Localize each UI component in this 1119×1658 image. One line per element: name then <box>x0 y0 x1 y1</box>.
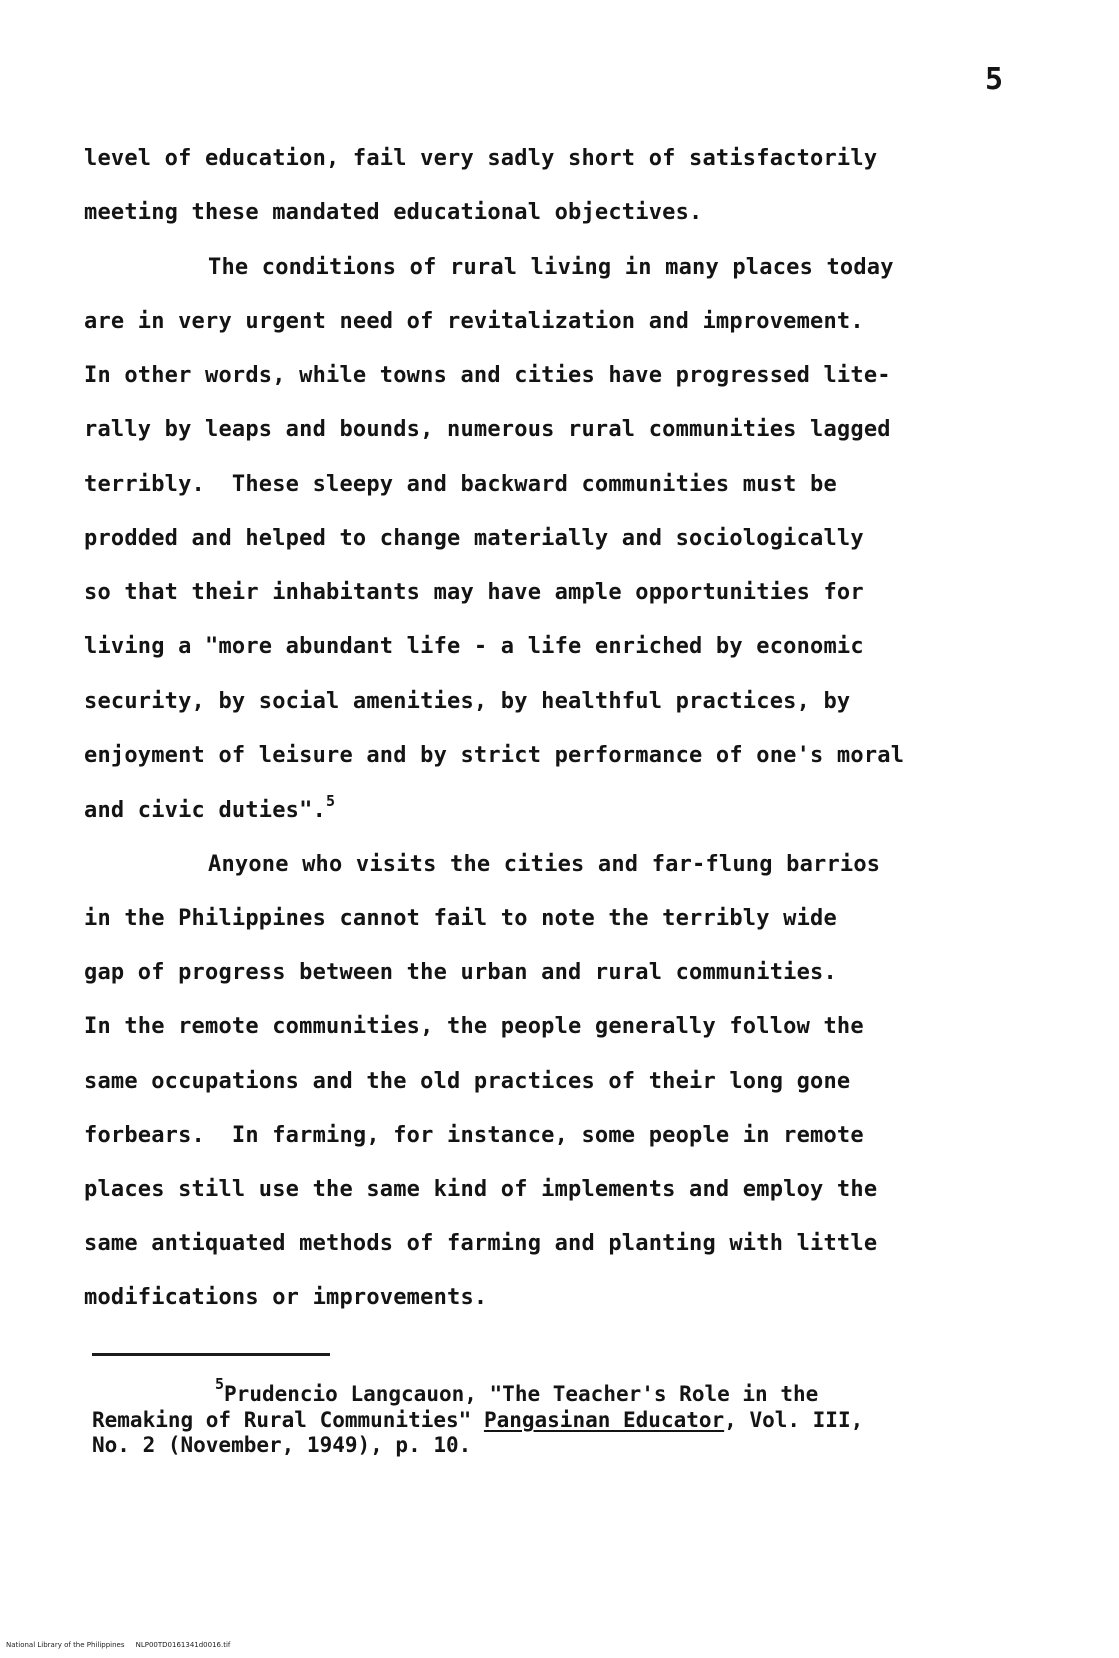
footnote-line-3: No. 2 (November, 1949), p. 10. <box>92 1433 472 1457</box>
body-line: rally by leaps and bounds, numerous rural communities lagged <box>84 417 891 442</box>
footnote-line-2: Remaking of Rural Communities" Pangasinan Educator, Vol. III, <box>92 1408 864 1432</box>
body-line: In the remote communities, the people generally follow the <box>84 1014 864 1039</box>
body-line: terribly. These sleepy and backward communities must be <box>84 472 837 497</box>
body-line: living a "more abundant life - a life enriched by economic <box>84 634 864 659</box>
body-line: In other words, while towns and cities have progressed lite- <box>84 363 891 388</box>
footnote-reference: 5 <box>326 792 336 810</box>
body-line: forbears. In farming, for instance, some people in remote <box>84 1123 864 1148</box>
library-footer-note: National Library of the Philippines NLP00TD0161341d0016.tif <box>6 1641 231 1649</box>
body-line: meeting these mandated educational objectives. <box>84 200 703 225</box>
body-line: same occupations and the old practices of their long gone <box>84 1069 851 1094</box>
page-number: 5 <box>985 62 1004 97</box>
footnote-marker: 5 <box>215 1375 225 1393</box>
body-line: Anyone who visits the cities and far-flung barrios <box>208 852 881 877</box>
body-line: same antiquated methods of farming and planting with little <box>84 1231 878 1256</box>
body-line: prodded and helped to change materially and sociologically <box>84 526 864 551</box>
body-line: level of education, fail very sadly short of satisfactorily <box>84 146 878 171</box>
footnote-line-1: $^5$Prudencio Langcauon, "The Teacher's Role in the <box>215 1375 819 1406</box>
body-line: security, by social amenities, by healthful practices, by <box>84 689 851 714</box>
body-line: gap of progress between the urban and rural communities. <box>84 960 837 985</box>
footnote-rule <box>92 1353 330 1356</box>
body-line: modifications or improvements. <box>84 1285 488 1310</box>
journal-title: Pangasinan Educator <box>483 1408 725 1432</box>
body-line: The conditions of rural living in many places today <box>208 255 894 280</box>
body-line: in the Philippines cannot fail to note the terribly wide <box>84 906 837 931</box>
body-line: are in very urgent need of revitalization and improvement. <box>84 309 864 334</box>
body-line: places still use the same kind of implements and employ the <box>84 1177 878 1202</box>
body-line: so that their inhabitants may have ample opportunities for <box>84 580 864 605</box>
body-line: and civic duties".$^5$ <box>84 792 336 823</box>
body-line: enjoyment of leisure and by strict performance of one's moral <box>84 743 905 768</box>
